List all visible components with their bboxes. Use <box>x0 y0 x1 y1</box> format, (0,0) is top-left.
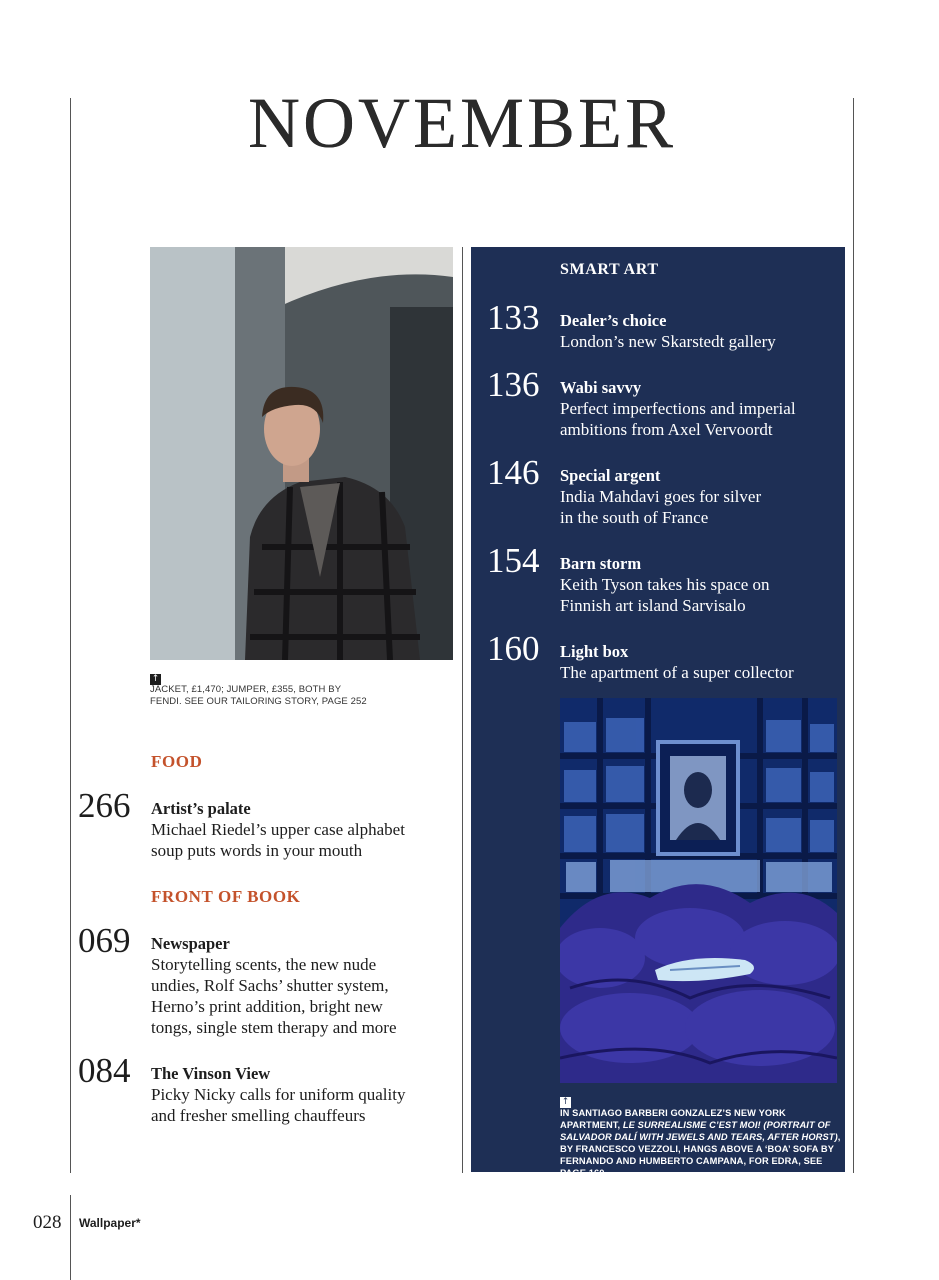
section-heading-food: FOOD <box>151 752 203 771</box>
smart-art-panel <box>471 247 845 1178</box>
caption-artwork-title: LE SURREALISME C’EST MOI! (PORTRAIT OF SALVADOR DALÍ WITH JEWELS AND TEARS, AFTER HORST) <box>560 1120 838 1142</box>
interior-photo <box>560 698 837 1083</box>
entry-title: Newspaper <box>151 934 230 953</box>
page-number: 146 <box>487 453 540 492</box>
page-title: NOVEMBER <box>247 83 676 163</box>
arrow-up-icon: ↑ <box>561 1097 570 1107</box>
entry-description: Storytelling scents, the new nude undies, Rolf Sachs’ shutter system, Herno’s print addition, bright new tongs, single stem therapy and more <box>151 955 397 1037</box>
page-number: 133 <box>487 298 540 337</box>
entry-title: Artist’s palate <box>151 799 251 818</box>
page-number: 160 <box>487 629 540 668</box>
brand-logo: Wallpaper* <box>79 1216 141 1230</box>
fashion-photo-illustration <box>150 247 453 660</box>
entry-title: Dealer’s choice <box>560 311 667 330</box>
caption-text: IN SANTIAGO BARBERI GONZALEZ’S NEW YORK APARTMENT, <box>560 1108 786 1130</box>
entry-title: Barn storm <box>560 554 642 573</box>
page-number: 084 <box>78 1051 131 1090</box>
page-number-footer: 028 <box>33 1212 62 1233</box>
page-number: 069 <box>78 921 131 960</box>
entry-title: Wabi savvy <box>560 378 642 397</box>
interior-photo-illustration <box>560 698 837 1083</box>
page-number: 136 <box>487 365 540 404</box>
left-rule <box>70 98 71 1173</box>
arrow-up-icon: ↑ <box>151 674 160 684</box>
entry-title: Special argent <box>560 466 661 485</box>
section-heading-front-of-book: FRONT OF BOOK <box>151 887 301 906</box>
entry-description: Perfect imperfections and imperial ambitions from Axel Vervoordt <box>560 399 796 439</box>
entry-description: Michael Riedel’s upper case alphabet soup puts words in your mouth <box>151 820 405 860</box>
photo-caption: JACKET, £1,470; JUMPER, £355, BOTH BY FENDI. SEE OUR TAILORING STORY, PAGE 252 <box>150 684 367 707</box>
entry-description: The apartment of a super collector <box>560 663 794 682</box>
page-number: 266 <box>78 786 131 825</box>
entry-description: Keith Tyson takes his space on Finnish art island Sarvisalo <box>560 575 770 615</box>
entry-title: Light box <box>560 642 629 661</box>
right-rule <box>853 98 854 1173</box>
page-number: 154 <box>487 541 540 580</box>
entry-title: The Vinson View <box>151 1064 271 1083</box>
photo-caption <box>560 1107 845 1179</box>
footer-rule <box>70 1195 71 1280</box>
section-heading-smart-art: SMART ART <box>560 261 659 278</box>
entry-description: Picky Nicky calls for uniform quality and fresher smelling chauffeurs <box>151 1085 406 1125</box>
entry-description: London’s new Skarstedt gallery <box>560 332 776 351</box>
entry-description: India Mahdavi goes for silver in the south of France <box>560 487 762 527</box>
caption-text: , BY FRANCESCO VEZZOLI, HANGS ABOVE A ‘BOA’ SOFA BY FERNANDO AND HUMBERTO CAMPANA, FOR EDRA, SEE PAGE 160 <box>560 1132 841 1178</box>
center-rule <box>462 247 463 1173</box>
fashion-photo <box>150 247 453 660</box>
